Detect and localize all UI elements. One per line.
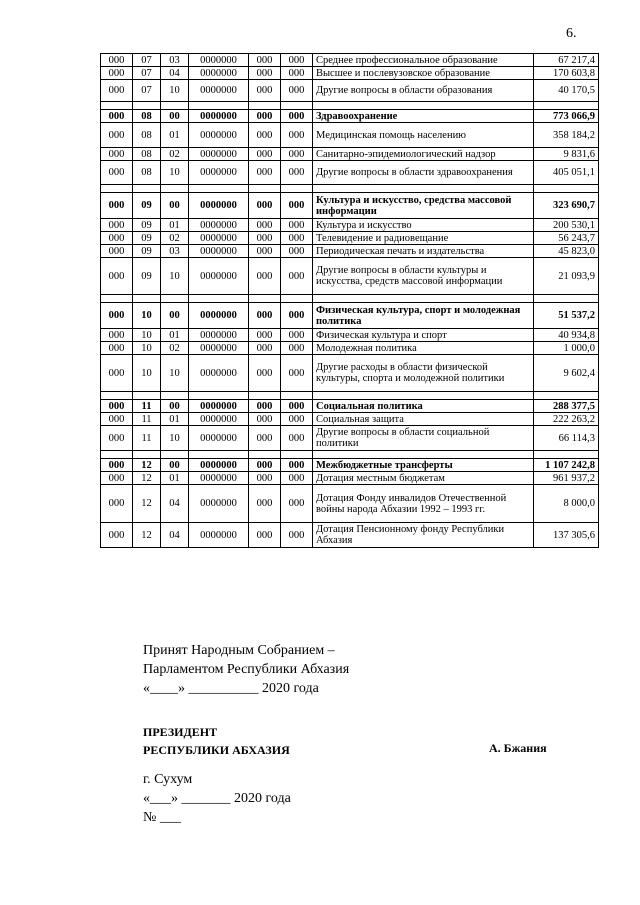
code-subsection-cell: 01 <box>161 413 189 426</box>
section-spacer-row <box>101 185 599 193</box>
code-admin-cell: 000 <box>101 161 133 185</box>
amount-cell: 1 000,0 <box>534 342 599 355</box>
description-cell: Культура и искусство <box>313 219 534 232</box>
code-item-cell: 000 <box>281 258 313 295</box>
code-section-cell: 07 <box>133 67 161 80</box>
code-admin-cell: 000 <box>101 148 133 161</box>
spacer-cell <box>161 185 189 193</box>
code-type-cell: 000 <box>249 459 281 472</box>
amount-cell: 21 093,9 <box>534 258 599 295</box>
table-row <box>101 413 599 426</box>
code-subsection-cell: 10 <box>161 426 189 451</box>
code-admin-cell: 000 <box>101 110 133 123</box>
table-row <box>101 355 599 392</box>
code-section-cell: 07 <box>133 80 161 102</box>
spacer-cell <box>313 451 534 459</box>
code-item-cell: 000 <box>281 342 313 355</box>
code-subsection-cell: 04 <box>161 485 189 523</box>
code-article-cell: 0000000 <box>189 54 249 67</box>
code-admin-cell: 000 <box>101 232 133 245</box>
code-admin-cell: 000 <box>101 426 133 451</box>
president-title-1: ПРЕЗИДЕНТ <box>143 725 218 739</box>
code-subsection-cell: 02 <box>161 148 189 161</box>
code-admin-cell: 000 <box>101 342 133 355</box>
code-article-cell: 0000000 <box>189 400 249 413</box>
code-item-cell: 000 <box>281 232 313 245</box>
table-row <box>101 523 599 548</box>
table-row <box>101 232 599 245</box>
code-type-cell: 000 <box>249 523 281 548</box>
code-subsection-cell: 00 <box>161 110 189 123</box>
spacer-cell <box>161 102 189 110</box>
amount-cell: 9 831,6 <box>534 148 599 161</box>
signatory-name: А. Бжания <box>489 741 547 755</box>
spacer-cell <box>161 295 189 303</box>
code-item-cell: 000 <box>281 123 313 148</box>
spacer-cell <box>101 102 133 110</box>
adopted-line-1: Принят Народным Собранием – <box>143 643 335 658</box>
code-item-cell: 000 <box>281 400 313 413</box>
section-spacer-row <box>101 451 599 459</box>
amount-cell: 222 263,2 <box>534 413 599 426</box>
amount-cell: 358 184,2 <box>534 123 599 148</box>
spacer-cell <box>534 185 599 193</box>
code-section-cell: 09 <box>133 232 161 245</box>
description-cell: Высшее и послевузовское образование <box>313 67 534 80</box>
code-admin-cell: 000 <box>101 303 133 329</box>
table-row <box>101 245 599 258</box>
spacer-cell <box>133 451 161 459</box>
code-item-cell: 000 <box>281 54 313 67</box>
spacer-cell <box>133 102 161 110</box>
code-admin-cell: 000 <box>101 329 133 342</box>
section-spacer-row <box>101 392 599 400</box>
code-section-cell: 10 <box>133 355 161 392</box>
table-row <box>101 485 599 523</box>
code-article-cell: 0000000 <box>189 413 249 426</box>
spacer-cell <box>101 185 133 193</box>
code-subsection-cell: 02 <box>161 342 189 355</box>
description-cell: Санитарно-эпидемиологический надзор <box>313 148 534 161</box>
section-spacer-row <box>101 295 599 303</box>
code-article-cell: 0000000 <box>189 459 249 472</box>
amount-cell: 961 937,2 <box>534 472 599 485</box>
amount-cell: 67 217,4 <box>534 54 599 67</box>
description-cell: Культура и искусство, средства массовой информации <box>313 193 534 219</box>
president-block <box>143 723 290 759</box>
description-cell: Социальная защита <box>313 413 534 426</box>
code-type-cell: 000 <box>249 80 281 102</box>
code-section-cell: 08 <box>133 148 161 161</box>
code-subsection-cell: 00 <box>161 400 189 413</box>
code-type-cell: 000 <box>249 485 281 523</box>
table-row <box>101 258 599 295</box>
code-subsection-cell: 10 <box>161 355 189 392</box>
spacer-cell <box>313 185 534 193</box>
code-admin-cell: 000 <box>101 245 133 258</box>
code-type-cell: 000 <box>249 148 281 161</box>
amount-cell: 56 243,7 <box>534 232 599 245</box>
code-article-cell: 0000000 <box>189 342 249 355</box>
code-type-cell: 000 <box>249 413 281 426</box>
signing-date: «___» _______ 2020 года <box>143 791 291 806</box>
spacer-cell <box>249 392 281 400</box>
code-article-cell: 0000000 <box>189 355 249 392</box>
code-section-cell: 09 <box>133 245 161 258</box>
adopted-line-2: Парламентом Республики Абхазия <box>143 662 350 677</box>
code-admin-cell: 000 <box>101 485 133 523</box>
code-item-cell: 000 <box>281 219 313 232</box>
code-article-cell: 0000000 <box>189 80 249 102</box>
code-article-cell: 0000000 <box>189 245 249 258</box>
code-article-cell: 0000000 <box>189 148 249 161</box>
code-item-cell: 000 <box>281 67 313 80</box>
code-type-cell: 000 <box>249 67 281 80</box>
code-admin-cell: 000 <box>101 413 133 426</box>
spacer-cell <box>534 392 599 400</box>
code-item-cell: 000 <box>281 245 313 258</box>
code-subsection-cell: 04 <box>161 67 189 80</box>
spacer-cell <box>281 295 313 303</box>
spacer-cell <box>189 102 249 110</box>
code-article-cell: 0000000 <box>189 193 249 219</box>
spacer-cell <box>189 451 249 459</box>
code-item-cell: 000 <box>281 148 313 161</box>
description-cell: Социальная политика <box>313 400 534 413</box>
section-total-row <box>101 193 599 219</box>
spacer-cell <box>534 451 599 459</box>
code-section-cell: 11 <box>133 426 161 451</box>
code-article-cell: 0000000 <box>189 426 249 451</box>
code-type-cell: 000 <box>249 110 281 123</box>
code-article-cell: 0000000 <box>189 123 249 148</box>
amount-cell: 66 114,3 <box>534 426 599 451</box>
code-item-cell: 000 <box>281 193 313 219</box>
description-cell: Дотация местным бюджетам <box>313 472 534 485</box>
table-row <box>101 80 599 102</box>
amount-cell: 8 000,0 <box>534 485 599 523</box>
spacer-cell <box>249 102 281 110</box>
code-article-cell: 0000000 <box>189 110 249 123</box>
budget-table <box>100 53 599 548</box>
code-section-cell: 11 <box>133 400 161 413</box>
code-subsection-cell: 00 <box>161 303 189 329</box>
spacer-cell <box>133 392 161 400</box>
budget-table-body <box>101 54 599 548</box>
amount-cell: 200 530,1 <box>534 219 599 232</box>
code-admin-cell: 000 <box>101 472 133 485</box>
code-type-cell: 000 <box>249 193 281 219</box>
code-subsection-cell: 00 <box>161 193 189 219</box>
description-cell: Другие вопросы в области социальной политики <box>313 426 534 451</box>
table-row <box>101 54 599 67</box>
city: г. Сухум <box>143 772 193 787</box>
code-section-cell: 08 <box>133 123 161 148</box>
amount-cell: 1 107 242,8 <box>534 459 599 472</box>
code-article-cell: 0000000 <box>189 232 249 245</box>
code-type-cell: 000 <box>249 303 281 329</box>
code-article-cell: 0000000 <box>189 219 249 232</box>
table-row <box>101 426 599 451</box>
code-type-cell: 000 <box>249 355 281 392</box>
description-cell: Другие вопросы в области культуры и искусства, средств массовой информации <box>313 258 534 295</box>
spacer-cell <box>281 185 313 193</box>
code-type-cell: 000 <box>249 219 281 232</box>
spacer-cell <box>161 451 189 459</box>
code-admin-cell: 000 <box>101 400 133 413</box>
document-number: № ___ <box>143 810 181 825</box>
spacer-cell <box>534 295 599 303</box>
code-article-cell: 0000000 <box>189 485 249 523</box>
table-row <box>101 329 599 342</box>
spacer-cell <box>133 295 161 303</box>
description-cell: Физическая культура и спорт <box>313 329 534 342</box>
code-admin-cell: 000 <box>101 355 133 392</box>
amount-cell: 288 377,5 <box>534 400 599 413</box>
code-section-cell: 12 <box>133 472 161 485</box>
code-article-cell: 0000000 <box>189 258 249 295</box>
spacer-cell <box>101 392 133 400</box>
code-section-cell: 09 <box>133 258 161 295</box>
code-section-cell: 12 <box>133 485 161 523</box>
table-row <box>101 123 599 148</box>
code-admin-cell: 000 <box>101 193 133 219</box>
spacer-cell <box>189 295 249 303</box>
description-cell: Физическая культура, спорт и молодежная политика <box>313 303 534 329</box>
code-subsection-cell: 01 <box>161 329 189 342</box>
description-cell: Межбюджетные трансферты <box>313 459 534 472</box>
spacer-cell <box>249 295 281 303</box>
description-cell: Другие вопросы в области здравоохранения <box>313 161 534 185</box>
spacer-cell <box>313 392 534 400</box>
code-article-cell: 0000000 <box>189 523 249 548</box>
code-item-cell: 000 <box>281 426 313 451</box>
section-total-row <box>101 459 599 472</box>
code-subsection-cell: 03 <box>161 54 189 67</box>
code-item-cell: 000 <box>281 80 313 102</box>
signing-block <box>143 770 291 827</box>
code-subsection-cell: 03 <box>161 245 189 258</box>
spacer-cell <box>281 102 313 110</box>
code-subsection-cell: 10 <box>161 80 189 102</box>
code-section-cell: 09 <box>133 193 161 219</box>
spacer-cell <box>101 451 133 459</box>
code-subsection-cell: 02 <box>161 232 189 245</box>
code-admin-cell: 000 <box>101 258 133 295</box>
code-type-cell: 000 <box>249 54 281 67</box>
amount-cell: 323 690,7 <box>534 193 599 219</box>
spacer-cell <box>101 295 133 303</box>
code-type-cell: 000 <box>249 342 281 355</box>
amount-cell: 9 602,4 <box>534 355 599 392</box>
code-admin-cell: 000 <box>101 80 133 102</box>
code-subsection-cell: 10 <box>161 258 189 295</box>
code-item-cell: 000 <box>281 413 313 426</box>
code-admin-cell: 000 <box>101 459 133 472</box>
description-cell: Другие вопросы в области образования <box>313 80 534 102</box>
code-subsection-cell: 04 <box>161 523 189 548</box>
code-item-cell: 000 <box>281 303 313 329</box>
code-item-cell: 000 <box>281 355 313 392</box>
description-cell: Дотация Пенсионному фонду Республики Абхазия <box>313 523 534 548</box>
amount-cell: 45 823,0 <box>534 245 599 258</box>
spacer-cell <box>189 185 249 193</box>
adopted-date: «____» __________ 2020 года <box>143 681 319 696</box>
code-type-cell: 000 <box>249 258 281 295</box>
code-item-cell: 000 <box>281 329 313 342</box>
description-cell: Медицинская помощь населению <box>313 123 534 148</box>
spacer-cell <box>161 392 189 400</box>
description-cell: Телевидение и радиовещание <box>313 232 534 245</box>
code-section-cell: 12 <box>133 523 161 548</box>
code-type-cell: 000 <box>249 426 281 451</box>
section-spacer-row <box>101 102 599 110</box>
code-type-cell: 000 <box>249 245 281 258</box>
description-cell: Другие расходы в области физической культуры, спорта и молодежной политики <box>313 355 534 392</box>
code-subsection-cell: 10 <box>161 161 189 185</box>
code-section-cell: 10 <box>133 329 161 342</box>
description-cell: Молодежная политика <box>313 342 534 355</box>
spacer-cell <box>534 102 599 110</box>
code-item-cell: 000 <box>281 472 313 485</box>
page-number: 6. <box>566 26 577 41</box>
section-total-row <box>101 303 599 329</box>
code-subsection-cell: 01 <box>161 472 189 485</box>
code-admin-cell: 000 <box>101 123 133 148</box>
table-row <box>101 148 599 161</box>
description-cell: Периодическая печать и издательства <box>313 245 534 258</box>
table-row <box>101 161 599 185</box>
code-article-cell: 0000000 <box>189 329 249 342</box>
code-section-cell: 10 <box>133 303 161 329</box>
amount-cell: 40 934,8 <box>534 329 599 342</box>
spacer-cell <box>313 295 534 303</box>
code-subsection-cell: 01 <box>161 219 189 232</box>
code-item-cell: 000 <box>281 459 313 472</box>
code-section-cell: 07 <box>133 54 161 67</box>
spacer-cell <box>281 451 313 459</box>
code-section-cell: 12 <box>133 459 161 472</box>
description-cell: Здравоохранение <box>313 110 534 123</box>
code-item-cell: 000 <box>281 110 313 123</box>
code-type-cell: 000 <box>249 329 281 342</box>
president-title-2: РЕСПУБЛИКИ АБХАЗИЯ <box>143 743 290 757</box>
code-subsection-cell: 00 <box>161 459 189 472</box>
amount-cell: 405 051,1 <box>534 161 599 185</box>
code-admin-cell: 000 <box>101 523 133 548</box>
description-cell: Дотация Фонду инвалидов Отечественной войны народа Абхазии 1992 – 1993 гг. <box>313 485 534 523</box>
amount-cell: 40 170,5 <box>534 80 599 102</box>
code-item-cell: 000 <box>281 485 313 523</box>
table-row <box>101 219 599 232</box>
code-article-cell: 0000000 <box>189 161 249 185</box>
code-item-cell: 000 <box>281 523 313 548</box>
code-type-cell: 000 <box>249 400 281 413</box>
code-item-cell: 000 <box>281 161 313 185</box>
spacer-cell <box>133 185 161 193</box>
code-type-cell: 000 <box>249 161 281 185</box>
spacer-cell <box>249 185 281 193</box>
code-section-cell: 10 <box>133 342 161 355</box>
spacer-cell <box>313 102 534 110</box>
code-article-cell: 0000000 <box>189 303 249 329</box>
spacer-cell <box>281 392 313 400</box>
amount-cell: 137 305,6 <box>534 523 599 548</box>
table-row <box>101 342 599 355</box>
section-total-row <box>101 110 599 123</box>
spacer-cell <box>249 451 281 459</box>
code-section-cell: 09 <box>133 219 161 232</box>
code-section-cell: 08 <box>133 161 161 185</box>
table-row <box>101 67 599 80</box>
spacer-cell <box>189 392 249 400</box>
code-admin-cell: 000 <box>101 67 133 80</box>
code-type-cell: 000 <box>249 472 281 485</box>
adoption-block <box>143 641 349 698</box>
code-type-cell: 000 <box>249 123 281 148</box>
code-article-cell: 0000000 <box>189 67 249 80</box>
description-cell: Среднее профессиональное образование <box>313 54 534 67</box>
code-subsection-cell: 01 <box>161 123 189 148</box>
code-type-cell: 000 <box>249 232 281 245</box>
amount-cell: 51 537,2 <box>534 303 599 329</box>
amount-cell: 170 603,8 <box>534 67 599 80</box>
code-article-cell: 0000000 <box>189 472 249 485</box>
table-row <box>101 472 599 485</box>
code-section-cell: 11 <box>133 413 161 426</box>
amount-cell: 773 066,9 <box>534 110 599 123</box>
code-admin-cell: 000 <box>101 219 133 232</box>
code-admin-cell: 000 <box>101 54 133 67</box>
code-section-cell: 08 <box>133 110 161 123</box>
section-total-row <box>101 400 599 413</box>
